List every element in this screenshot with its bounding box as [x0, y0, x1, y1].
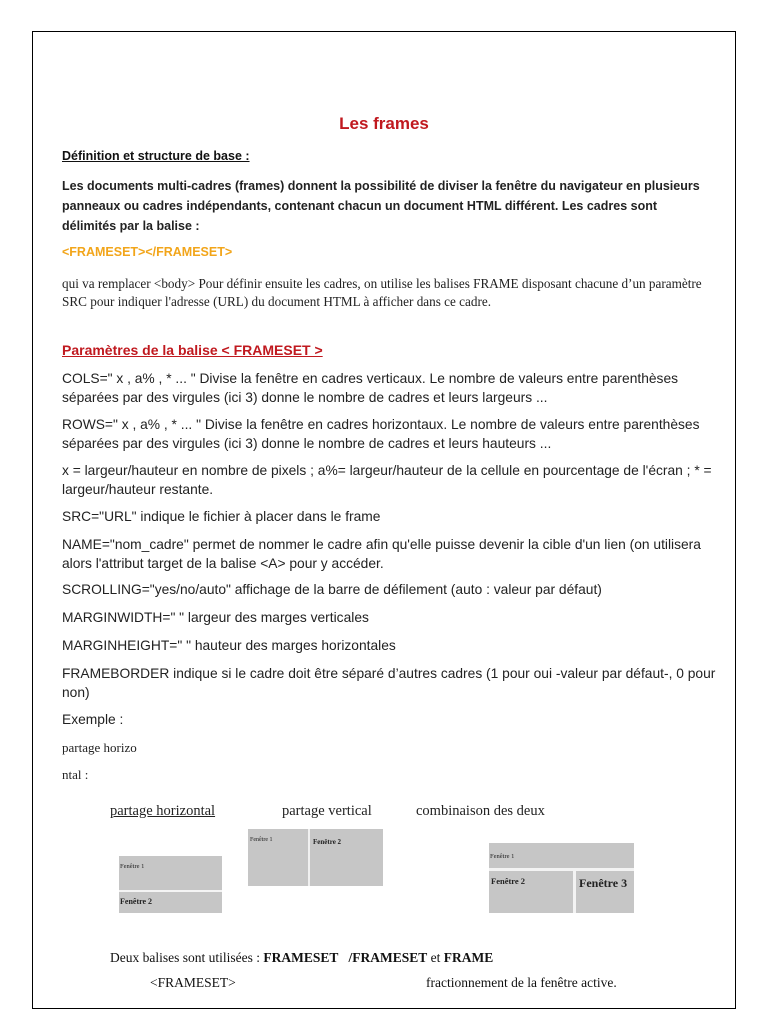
section-heading: Définition et structure de base :: [62, 149, 250, 163]
attribute-name: NAME="nom_cadre" permet de nommer le cadre afin qu'elle puisse devenir la cible d'un lien (on utilisera alors l'attribut target de la balise <A> pour y accéder.: [62, 537, 701, 571]
horizontal-frame-2-label: Fenêtre 2: [120, 897, 153, 906]
attribute-cols: COLS=" x , a% , * ... " Divise la fenêtre en cadres verticaux. Le nombre de valeurs entre parenthèses séparées par des virgules (ici 3) donne le nombre de cadres et leurs largeurs ...: [62, 371, 679, 405]
page-title: Les frames: [339, 114, 429, 133]
final-row-tag: <FRAMESET>: [150, 975, 236, 990]
params-heading: Paramètres de la balise < FRAMESET >: [62, 342, 323, 358]
attribute-frameborder: FRAMEBORDER indique si le cadre doit être séparé d’autres cadres (1 pour oui -valeur par défaut-, 0 pour non): [62, 666, 716, 700]
bottom-summary-connector: et: [427, 950, 444, 965]
diagram-horizontal: [119, 856, 222, 913]
tag-frameset: FRAMESET: [263, 950, 339, 965]
attribute-rows: ROWS=" x , a% , * ... " Divise la fenêtre en cadres horizontaux. Le nombre de valeurs entre parenthèses séparées par des virgules (ici 3) donne le nombre de cadres et leurs hauteurs ...: [62, 417, 700, 451]
vertical-frame-2-label: Fenêtre 2: [313, 838, 342, 846]
example-line-1: partage horizo: [62, 740, 137, 755]
diagram-label-vertical: partage vertical: [282, 803, 372, 819]
attribute-marginwidth: MARGINWIDTH=" " largeur des marges verticales: [62, 610, 369, 625]
intro-paragraph: Les documents multi-cadres (frames) donnent la possibilité de diviser la fenêtre du navigateur en plusieurs panneaux ou cadres indépendants, contenant chacun un document HTML différent. Les cadres sont délimités par la balise :: [62, 179, 700, 233]
diagram-label-horizontal: partage horizontal: [110, 803, 216, 819]
tag-frameset-close: /FRAMESET: [348, 950, 428, 965]
vertical-frame-2: [310, 829, 383, 886]
attribute-marginheight: MARGINHEIGHT=" " hauteur des marges horizontales: [62, 638, 396, 653]
frameset-tag-code: <FRAMESET></FRAMESET>: [62, 245, 233, 259]
body-paragraph: qui va remplacer <body> Pour définir ensuite les cadres, on utilise les balises FRAME disposant chacune d’un paramètre SRC pour indiquer l'adresse (URL) du document HTML à afficher dans ce cadre.: [62, 276, 702, 309]
vertical-frame-1: [248, 829, 308, 886]
combined-frame-1-label: Fenêtre 1: [490, 853, 515, 860]
bottom-summary: [110, 950, 493, 966]
horizontal-frame-2: [119, 892, 222, 913]
bottom-summary-prefix: Deux balises sont utilisées :: [110, 950, 264, 965]
diagram-combined: [489, 843, 634, 913]
horizontal-frame-1: [119, 856, 222, 890]
horizontal-frame-1-label: Fenêtre 1: [120, 863, 145, 870]
final-row-description: fractionnement de la fenêtre active.: [426, 975, 617, 990]
example-label: Exemple :: [62, 712, 124, 727]
vertical-frame-1-label: Fenêtre 1: [250, 837, 273, 843]
combined-frame-3-label: Fenêtre 3: [579, 876, 628, 890]
attribute-scrolling: SCROLLING="yes/no/auto" affichage de la barre de défilement (auto : valeur par défaut): [62, 582, 602, 597]
combined-frame-3: [576, 871, 634, 913]
diagram-label-combined: combinaison des deux: [416, 803, 545, 819]
combined-frame-2: [489, 871, 573, 913]
attribute-values-legend: x = largeur/hauteur en nombre de pixels ; a%= largeur/hauteur de la cellule en pourcentage de l'écran ; * = largeur/hauteur restante.: [62, 463, 712, 497]
diagram-vertical: [248, 829, 383, 886]
tag-frame: FRAME: [443, 950, 494, 965]
example-line-2: ntal :: [62, 767, 89, 782]
combined-frame-2-label: Fenêtre 2: [491, 876, 526, 886]
attribute-src: SRC="URL" indique le fichier à placer dans le frame: [62, 509, 381, 524]
combined-frame-1: [489, 843, 634, 868]
